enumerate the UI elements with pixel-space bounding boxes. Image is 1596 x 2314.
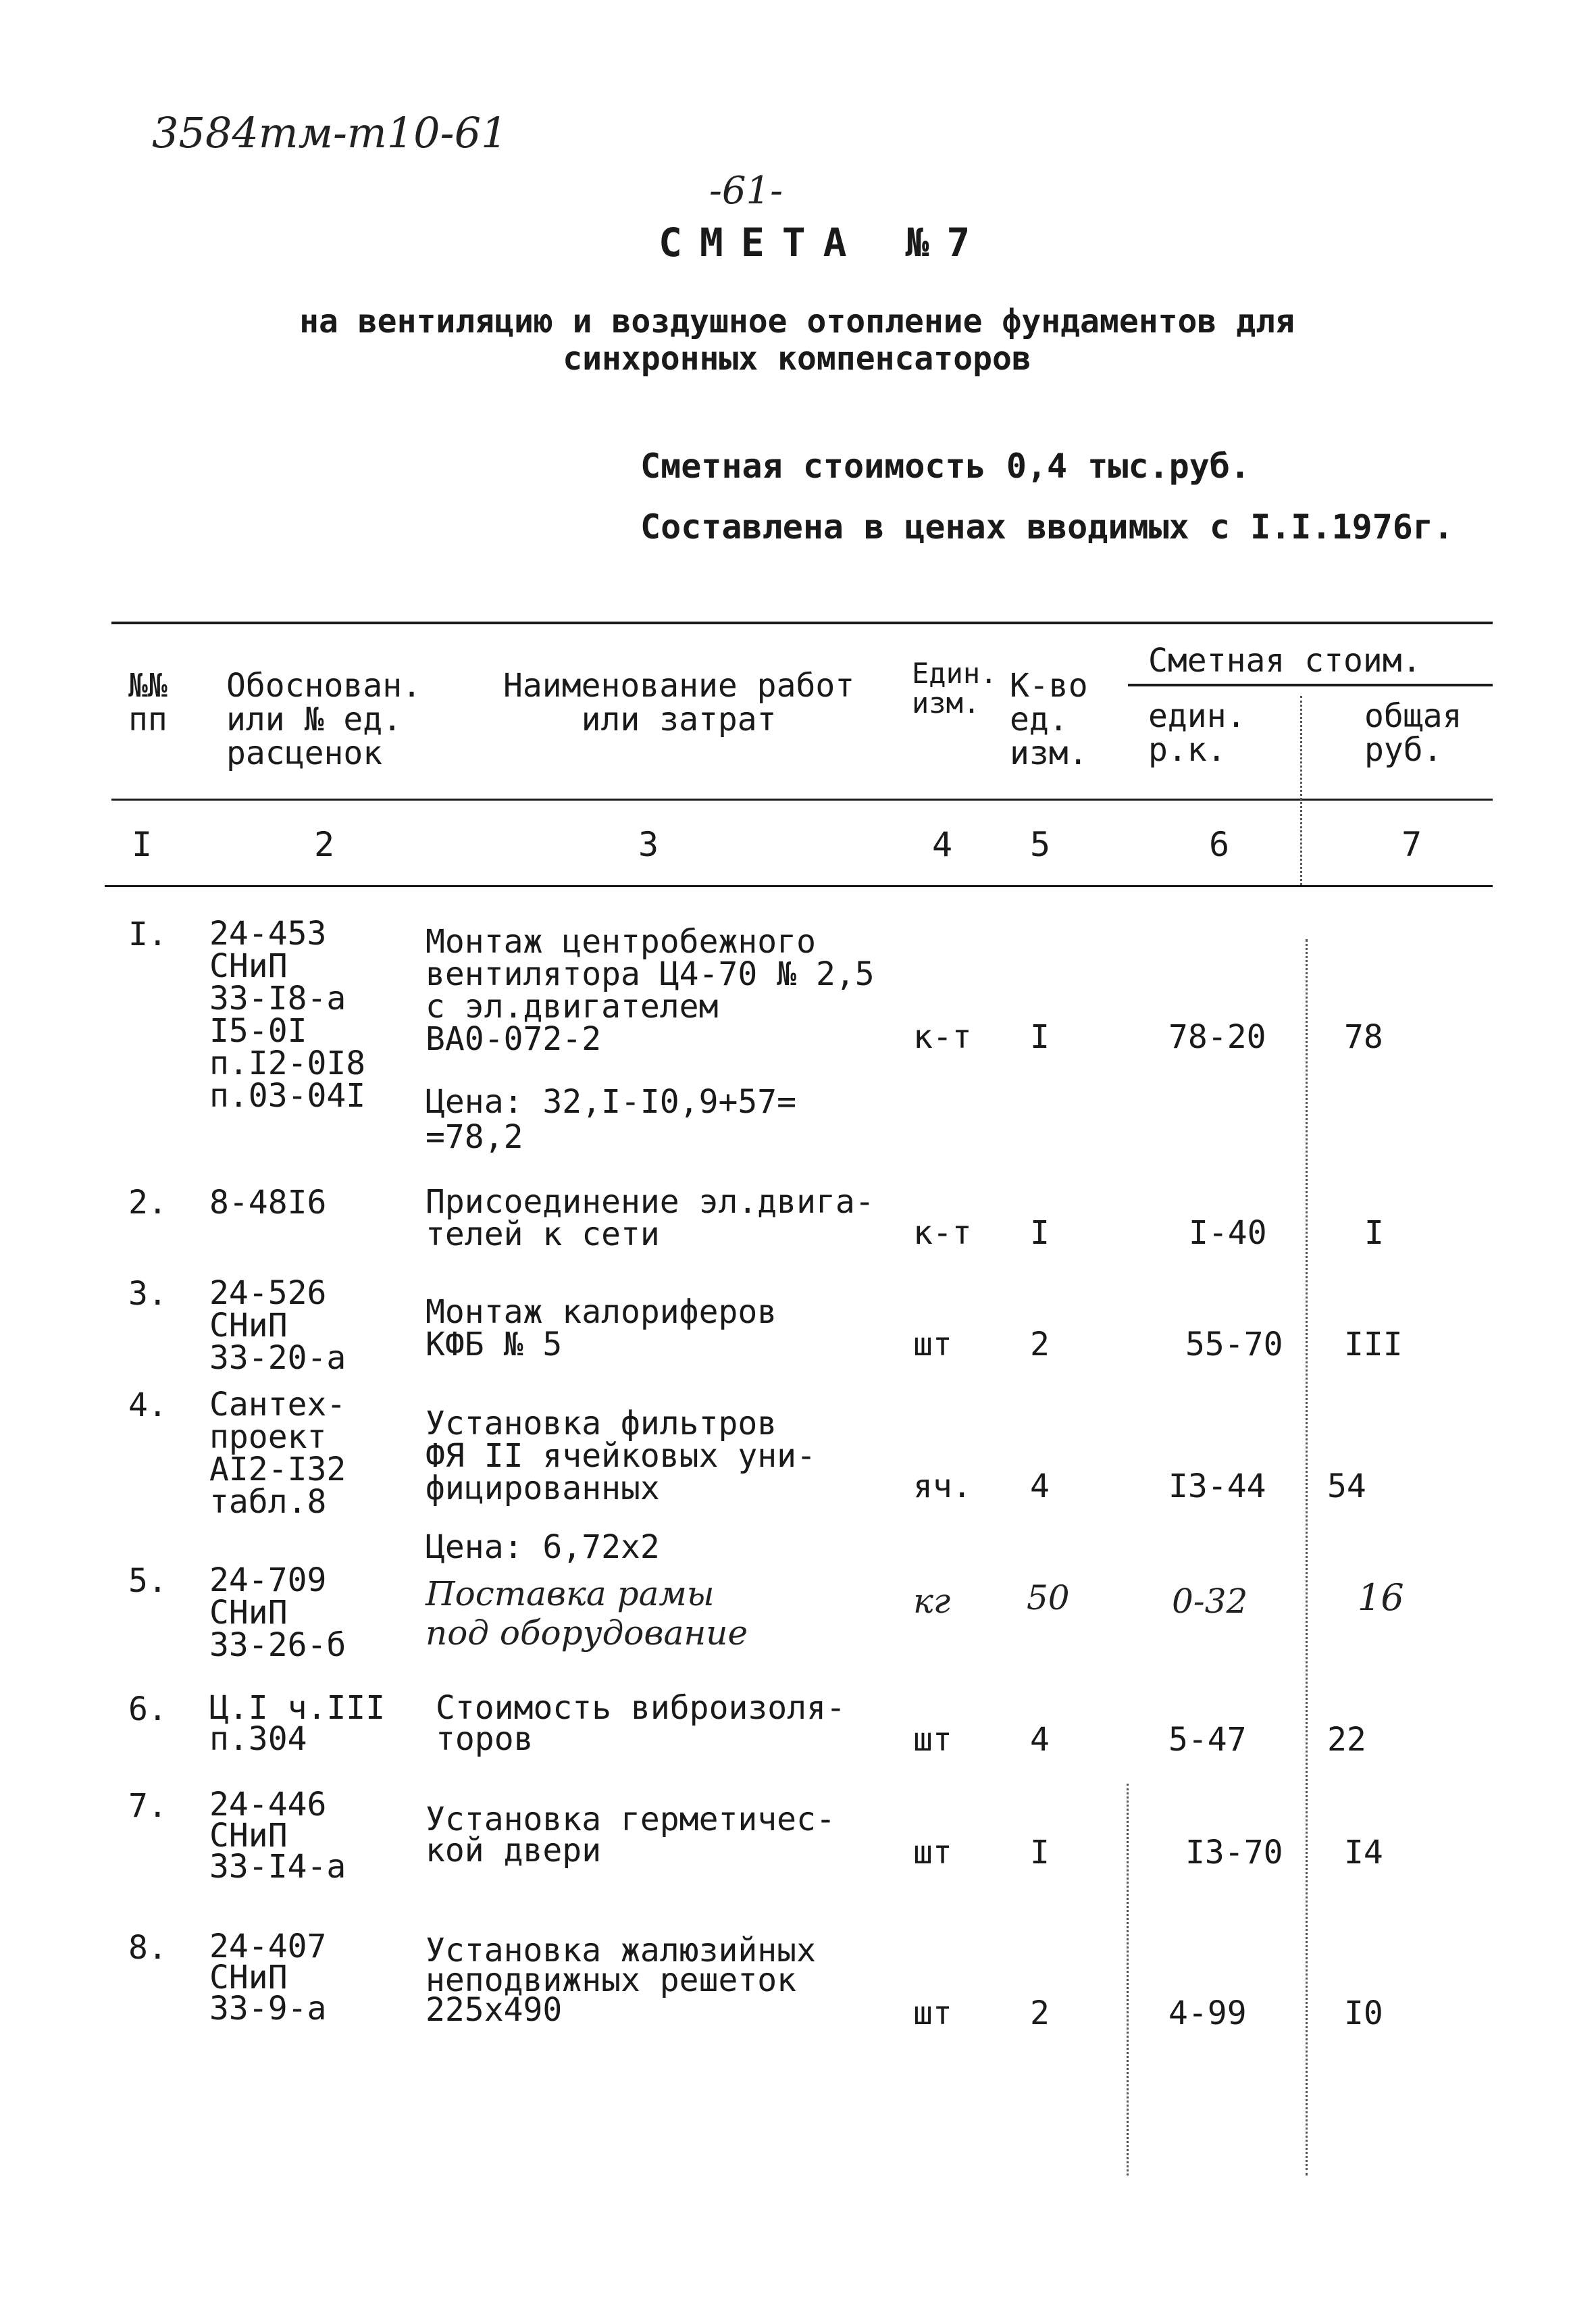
col-5-6-separator-fragment: [1127, 1784, 1129, 2175]
row-7-unit-price: I3-70: [1185, 1834, 1283, 1871]
row-4-unit: яч.: [913, 1467, 972, 1505]
row-5-unit-price: 0-32: [1172, 1582, 1248, 1621]
row-3-name: Монтаж калориферов КФБ № 5: [426, 1293, 777, 1363]
row-7-name: Установка герметичес- кой двери: [426, 1801, 835, 1869]
row-3-qty: 2: [1030, 1326, 1050, 1363]
subtitle-line-1: на вентиляцию и воздушное отопление фундаментов для: [299, 303, 1295, 341]
row-8-no: 8.: [128, 1929, 168, 1967]
row-4-qty: 4: [1030, 1467, 1050, 1505]
prices-line: Составлена в ценах вводимых с I.I.1976г.: [640, 507, 1454, 547]
row-2-unit: к-т: [913, 1214, 972, 1252]
row-2-total: I: [1364, 1214, 1384, 1252]
page-number: -61-: [709, 169, 783, 213]
header-col-4: Един. изм.: [912, 657, 998, 720]
row-1-basis: 24-453 СНиП 33-I8-а I5-0I п.I2-0I8 п.03-04I: [209, 915, 366, 1115]
row-7-basis: 24-446 СНиП 33-I4-а: [209, 1786, 346, 1886]
row-3-unit-price: 55-70: [1185, 1326, 1283, 1363]
row-3-total: III: [1344, 1326, 1403, 1363]
row-8-total: I0: [1344, 1994, 1383, 2032]
group-header-rule: [1128, 684, 1493, 686]
col-6-7-separator-body: [1306, 939, 1308, 2175]
row-4-total: 54: [1327, 1467, 1366, 1505]
handwritten-code: 3584тм-т10-61: [152, 108, 508, 157]
row-4-basis: Сантех- проект АI2-I32 табл.8: [209, 1386, 346, 1521]
row-6-name: Стоимость виброизоля- торов: [436, 1689, 846, 1758]
row-4-name: Установка фильтров ФЯ II ячейковых уни- фицированных: [426, 1405, 816, 1507]
row-5-total: 16: [1358, 1576, 1404, 1619]
document-title: СМЕТА №7: [659, 220, 988, 266]
row-8-basis: 24-407 СНиП 33-9-а: [209, 1928, 327, 2028]
row-8-unit-price: 4-99: [1168, 1994, 1247, 2032]
row-7-unit: шт: [913, 1834, 952, 1871]
row-1-unit: к-т: [913, 1018, 972, 1056]
row-1-name: Монтаж центробежного вентилятора Ц4-70 № 2,5 с эл.двигателем ВА0-072-2: [426, 923, 875, 1058]
row-8-name: Установка жалюзийных неподвижных решеток 225х490: [426, 1932, 816, 2029]
row-2-unit-price: I-40: [1189, 1214, 1267, 1252]
header-group: Сметная стоим.: [1148, 642, 1422, 680]
header-col-2: Обоснован. или № ед. расценок: [226, 667, 421, 772]
row-7-qty: I: [1030, 1834, 1050, 1871]
column-number-3: 3: [638, 825, 659, 864]
column-number-5: 5: [1030, 825, 1051, 864]
header-col-3: Наименование работ или затрат: [503, 667, 855, 738]
row-3-basis: 24-526 СНиП 33-20-а: [209, 1274, 346, 1377]
row-5-qty: 50: [1027, 1578, 1070, 1617]
row-5-no: 5.: [128, 1562, 168, 1600]
row-6-total: 22: [1327, 1721, 1366, 1759]
row-2-no: 2.: [128, 1184, 168, 1222]
row-6-no: 6.: [128, 1690, 168, 1728]
row-5-name: Поставка рамы под оборудование: [426, 1574, 748, 1653]
row-1-no: I.: [128, 915, 168, 953]
header-col-7: общая руб.: [1364, 697, 1462, 769]
row-2-basis: 8-48I6: [209, 1184, 327, 1222]
row-2-name: Присоединение эл.двига- телей к сети: [426, 1183, 875, 1253]
row-5-basis: 24-709 СНиП 33-26-б: [209, 1561, 346, 1664]
row-4-no: 4.: [128, 1386, 168, 1424]
column-numbers-rule: [105, 885, 1493, 887]
header-bottom-rule: [111, 799, 1493, 801]
column-number-1: I: [132, 825, 153, 864]
header-col-6: един. р.к.: [1148, 697, 1246, 769]
row-7-total: I4: [1344, 1834, 1383, 1871]
column-number-6: 6: [1209, 825, 1230, 864]
column-number-7: 7: [1401, 825, 1422, 864]
header-col-5: К-во ед. изм.: [1010, 667, 1088, 772]
header-col-1: №№ пп: [128, 667, 168, 738]
row-4-unit-price: I3-44: [1168, 1467, 1266, 1505]
row-1-note: Цена: 32,I-I0,9+57= =78,2: [426, 1083, 797, 1156]
column-number-2: 2: [314, 825, 335, 864]
row-6-basis: Ц.I ч.III п.304: [209, 1689, 386, 1758]
row-1-unit-price: 78-20: [1168, 1018, 1266, 1056]
subtitle-line-2: синхронных компенсаторов: [563, 340, 1031, 378]
cost-line: Сметная стоимость 0,4 тыс.руб.: [640, 447, 1251, 486]
row-6-qty: 4: [1030, 1721, 1050, 1759]
row-6-unit-price: 5-47: [1168, 1721, 1247, 1759]
row-8-unit: шт: [913, 1994, 952, 2032]
row-8-qty: 2: [1030, 1994, 1050, 2032]
table-top-rule: [111, 622, 1493, 624]
row-1-qty: I: [1030, 1018, 1050, 1056]
column-number-4: 4: [932, 825, 953, 864]
row-5-unit: кг: [913, 1582, 951, 1621]
row-4-note: Цена: 6,72х2: [426, 1528, 660, 1566]
row-7-no: 7.: [128, 1787, 168, 1825]
row-6-unit: шт: [913, 1721, 952, 1759]
col-6-7-separator: [1300, 696, 1302, 885]
row-3-unit: шт: [913, 1326, 952, 1363]
row-1-total: 78: [1344, 1018, 1383, 1056]
row-3-no: 3.: [128, 1275, 168, 1313]
row-2-qty: I: [1030, 1214, 1050, 1252]
